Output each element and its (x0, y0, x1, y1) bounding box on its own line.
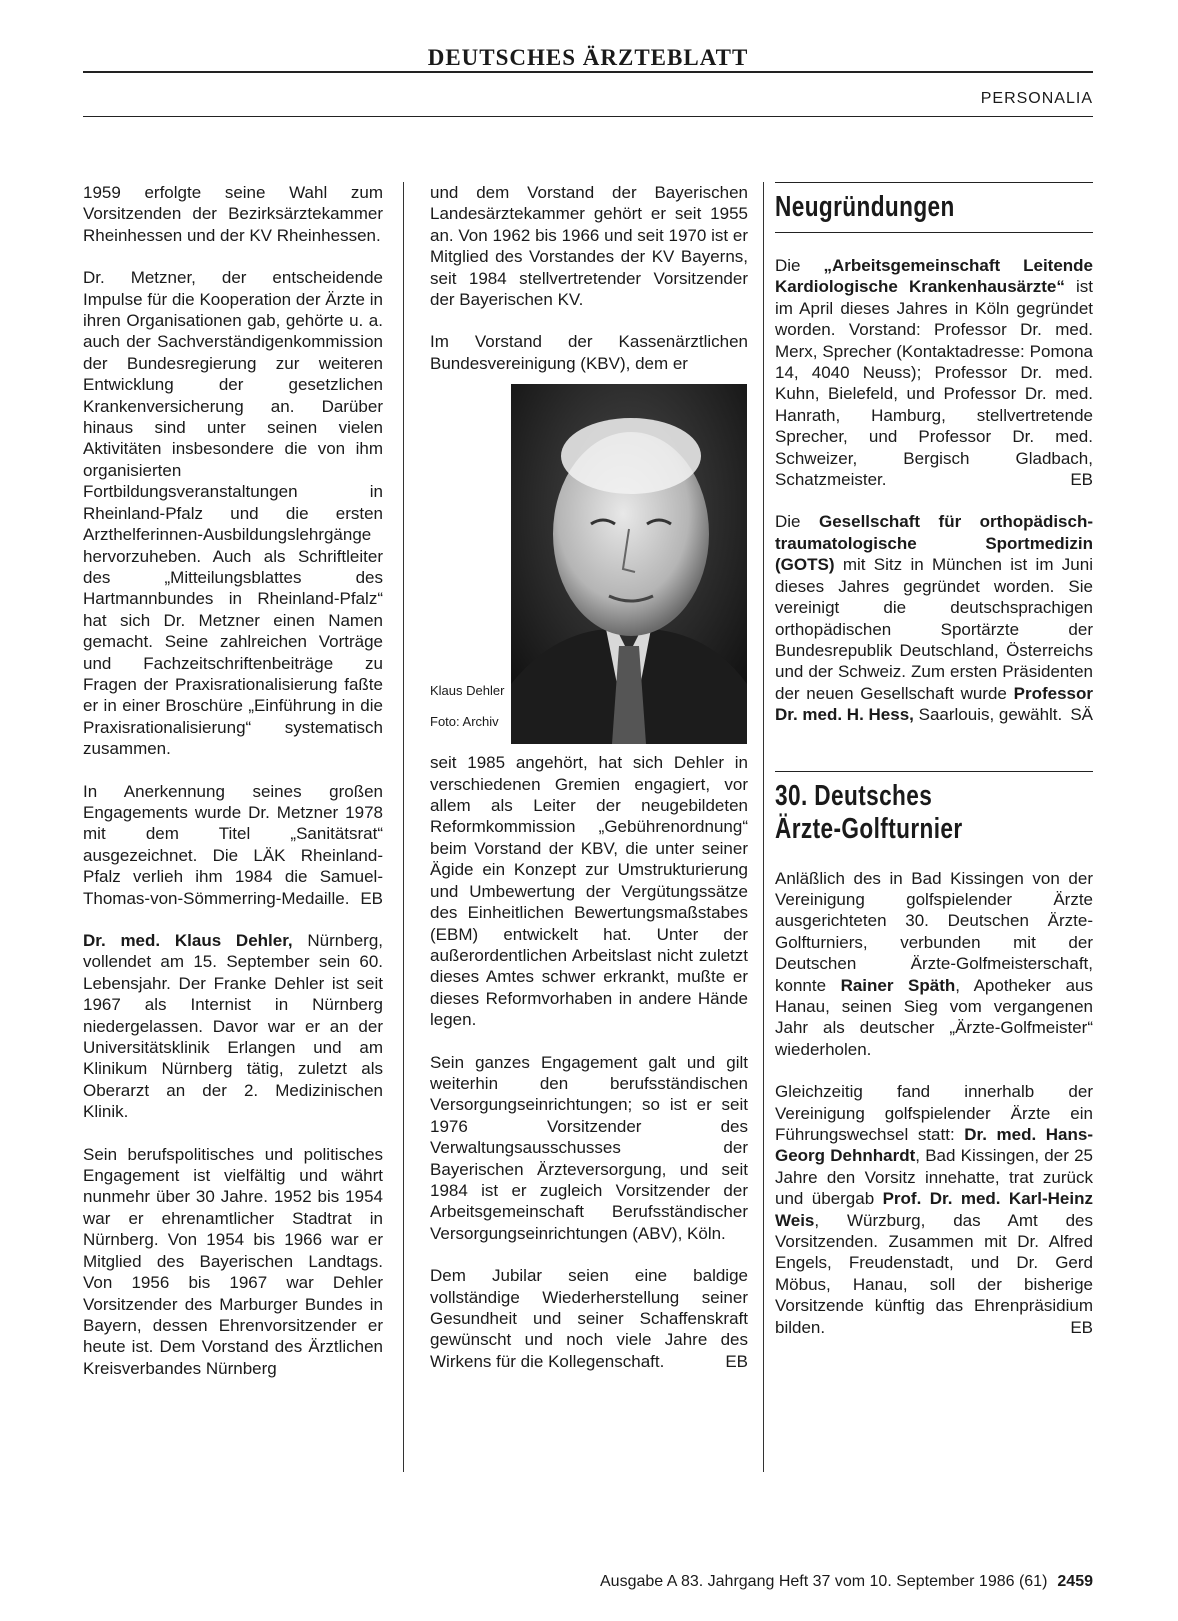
col1-paragraph-1: 1959 erfolgte seine Wahl zum Vorsitzenden der Bezirksärztekammer Rheinhessen und der KV Rheinhessen. (83, 183, 383, 245)
person-name: Prof. Dr. med. Karl-Heinz Weis (775, 1189, 1093, 1230)
column-divider-2 (763, 182, 764, 1472)
heading-rule-top (775, 182, 1093, 183)
col1-paragraph-3 (83, 781, 383, 909)
col2-paragraph-2: Im Vorstand der Kassenärztlichen Bundesvereinigung (KBV), dem er (430, 332, 748, 373)
column-1 (83, 182, 383, 1400)
col1-paragraph-5: Sein berufspolitisches und politisches Engagement ist vielfältig und währt nunmehr über 30 Jahre. 1952 bis 1954 war er ehrenamtlicher Stadtrat in Nürnberg. Von 1954 bis 1966 war er Mitglied des Bayerischen Landtags. Von 1956 bis 1967 war Dehler Vorsitzender des Marburger Bundes in Bayern, dessen Ehrenvorsitzender er heute ist. Dem Vorstand des Ärztlichen Kreisverbandes Nürnberg (83, 1144, 383, 1378)
author-initials: SÄ (1070, 705, 1093, 725)
page-number: 2459 (1057, 1573, 1093, 1590)
col3-paragraph-1 (775, 255, 1093, 490)
author-initials: EB (725, 1351, 748, 1371)
person-name: Dr. med. Klaus Dehler, (83, 931, 293, 950)
organization-name: Gesellschaft für orthopädisch-traumatologische Sportmedizin (GOTS) (775, 512, 1094, 575)
issue-info: Ausgabe A 83. Jahrgang Heft 37 vom 10. September 1986 (61) (600, 1573, 1048, 1590)
col3-p1-text: ist im April dieses Jahres in Köln gegründet worden. Vorstand: Professor Dr. med. Merx, Sprecher (Kontaktadresse: Pomona 14, 4040 Neuss); Professor Dr. med. Kuhn, Bielefeld, und Professor Dr. med. Hanrath, Hamburg, stellvertretende Sprecher, und Professor Dr. med. Schweizer, Bergisch Gladbach, Schatzmeister. (775, 277, 1093, 490)
portrait-illustration (511, 384, 747, 744)
photo-block (430, 384, 748, 744)
col2-paragraph-3: seit 1985 angehört, hat sich Dehler in verschiedenen Gremien engagiert, vor allem als Leiter der neugebildeten Reformkommission „Gebührenordnung“ beim Vorstand der KBV, die unter seiner Ägide ein Konzept zur Umstrukturierung und Umbewertung der Vergütungssätze des Einheitlichen Bewertungsmaßstabes (EBM) entwickelt hat. Unter der außerordentlichen Arbeitslast nicht zuletzt dieses Amtes schwer erkrankt, mußte er dieses Reformvorhaben in andere Hände legen. (430, 753, 748, 1030)
page-footer (600, 1573, 1093, 1591)
heading-golfturnier-line1: 30. Deutsches (775, 779, 933, 812)
col3-paragraph-3 (775, 868, 1093, 1061)
person-name: Dr. med. Hans-Georg Dehnhardt (775, 1125, 1093, 1166)
col1-paragraph-4-text: Nürnberg, vollendet am 15. September sein 60. Lebensjahr. Der Franke Dehler ist seit 1967 als Internist in Nürnberg niedergelassen. Davor war er an der Universitätsklinik Erlangen und am Klinikum Nürnberg tätig, zuletzt als Oberarzt an der 2. Medizinischen Klinik. (83, 931, 383, 1122)
col3-p2-pre: Die (775, 512, 819, 532)
section-rule (83, 116, 1093, 117)
col3-p4-b: , Bad Kissingen, der 25 Jahre den Vorsitz innehatte, trat zurück und übergab (775, 1146, 1093, 1209)
organization-name: „Arbeitsgemeinschaft Leitende Kardiologische Krankenhausärzte“ (775, 256, 1094, 297)
col1-paragraph-2: Dr. Metzner, der entscheidende Impulse für die Kooperation der Ärzte in ihren Organisationen gab, gehörte u. a. auch der Sachverständigenkommission der Bundesregierung zur weiteren Entwicklung der gesetzlichen Krankenversicherung an. Darüber hinaus sind unter seinen vielen Aktivitäten insbesondere die von ihm organisierten Fortbildungsveranstaltungen in Rheinland-Pfalz und die ersten Arzthelferinnen-Ausbildungslehrgänge hervorzuheben. Auch als Schriftleiter des „Mitteilungsblattes des Hartmannbundes in Rheinland-Pfalz“ hat sich Dr. Metzner einen Namen gemacht. Seine zahlreichen Vorträge und Fachzeitschriftenbeiträge zu Fragen der Praxisrationalisierung faßte er in einer Broschüre „Einführung in die Praxisrationalisierung“ systematisch zusammen. (83, 268, 383, 759)
heading-golfturnier-line2: Ärzte-Golfturnier (775, 812, 963, 845)
col3-p2-text: mit Sitz in München ist im Juni dieses Jahres gegründet worden. Sie vereinigt die deutschsprachigen orthopädischen Sportärzte der Bundesrepublik Deutschland, Österreichs und der Schweiz. Zum ersten Präsidenten der neuen Gesellschaft wurde (775, 555, 1093, 703)
portrait-photo (511, 384, 747, 744)
col3-paragraph-4 (775, 1081, 1093, 1338)
col1-paragraph-3-text: In Anerkennung seines großen Engagements wurde Dr. Metzner 1978 mit dem Titel „Sanitätsrat“ ausgezeichnet. Die LÄK Rheinland-Pfalz verlieh ihm 1984 die Samuel-Thomas-von-Sömmerring-Medaille. (83, 781, 383, 908)
author-initials: EB (1070, 1317, 1093, 1337)
col3-p4-c: , Würzburg, das Amt des Vorsitzenden. Zusammen mit Dr. Alfred Engels, Freudenstadt, und Dr. Gerd Möbus, Hanau, soll der bisherige Vorsitzende künftig das Ehrenpräsidium bilden. (775, 1210, 1093, 1337)
col1-paragraph-4 (83, 930, 383, 1123)
masthead-rule (83, 71, 1093, 73)
column-divider-1 (403, 182, 404, 1472)
heading-rule-bottom (775, 232, 1093, 233)
masthead: DEUTSCHES ÄRZTEBLATT (427, 45, 749, 70)
col2-paragraph-4: Sein ganzes Engagement galt und gilt weiterhin den berufsständischen Versorgungseinrichtungen; so ist er seit 1976 Vorsitzender des Verwaltungsausschusses der Bayerischen Ärzteversorgung, und seit 1984 ist er zugleich Vorsitzender der Arbeitsgemeinschaft Berufsständischer Versorgungseinrichtungen (ABV), Köln. (430, 1052, 748, 1243)
person-name: Rainer Späth (840, 975, 956, 995)
col3-p4-a: Gleichzeitig fand innerhalb der Vereinigung golfspielender Ärzte ein Führungswechsel statt: (775, 1082, 1093, 1144)
person-name: Professor Dr. med. H. Hess, (775, 683, 1093, 725)
caption-credit: Foto: Archiv (430, 714, 499, 730)
heading2-rule-top (775, 771, 1093, 772)
column-2 (430, 182, 748, 1393)
col3-p3-b: , Apotheker aus Hanau, seinen Sieg vom vergangenen Jahr als deutscher „Ärzte-Golfmeister“ wiederholen. (775, 975, 1094, 1059)
col3-p1-pre: Die (775, 256, 824, 275)
col2-paragraph-5-text: Dem Jubilar seien eine baldige vollständige Wiederherstellung seiner Gesundheit und seiner Schaffenskraft gewünscht und noch viele Jahre des Wirkens für die Kollegenschaft. (430, 1266, 748, 1371)
column-3 (775, 182, 1093, 1359)
author-initials: EB (360, 888, 383, 908)
col3-p3-a: Anläßlich des in Bad Kissingen von der Vereinigung golfspielender Ärzte ausgerichteten 30. Deutschen Ärzte-Golfturniers, verbunden mit der Deutschen Ärzte-Golfmeisterschaft, konnte (775, 868, 1093, 995)
heading-neugruendungen: Neugründungen (775, 191, 955, 223)
col2-paragraph-1: und dem Vorstand der Bayerischen Landesärztekammer gehört er seit 1955 an. Von 1962 bis 1966 und seit 1970 ist er Mitglied des Vorstandes der KV Bayerns, seit 1984 stellvertretender Vorsitzender der Bayerischen KV. (430, 183, 748, 310)
col3-p2-end: Saarlouis, gewählt. (913, 705, 1063, 725)
author-initials: EB (1070, 470, 1093, 490)
col3-paragraph-2 (775, 511, 1093, 725)
photo-caption (430, 682, 505, 744)
section-label: PERSONALIA (980, 90, 1093, 107)
caption-name: Klaus Dehler (430, 683, 505, 699)
col2-paragraph-5 (430, 1265, 748, 1372)
